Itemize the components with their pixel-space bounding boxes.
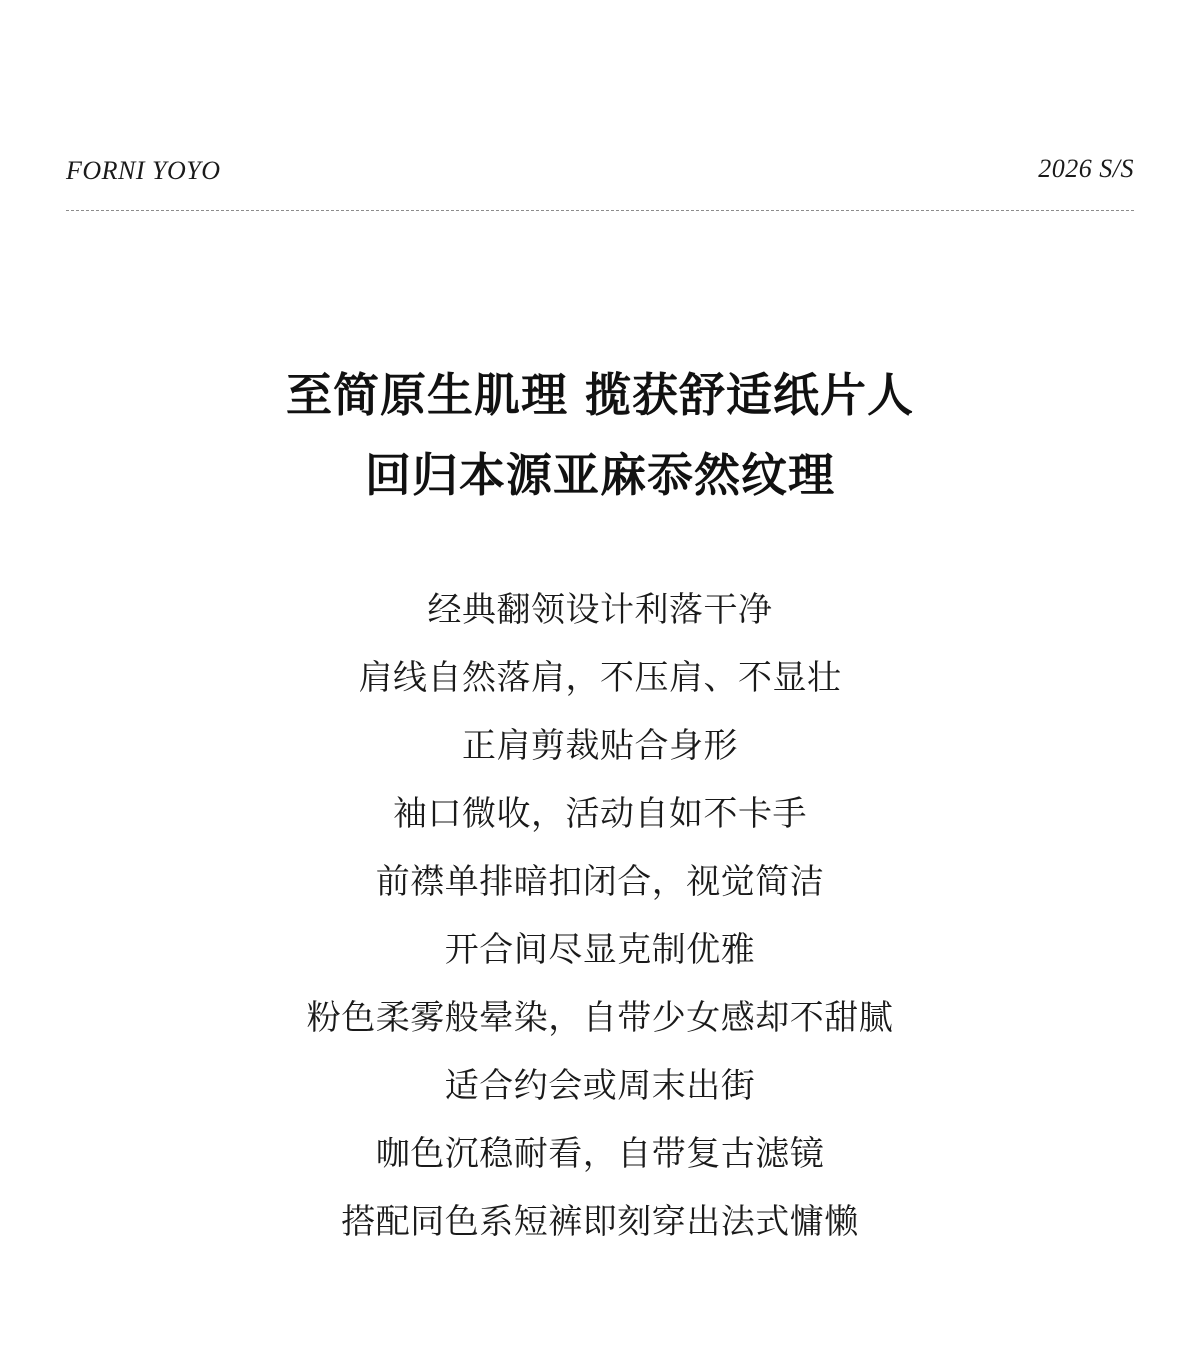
description-line: 咖色沉稳耐看，自带复古滤镜: [375, 1134, 825, 1174]
season-label: 2026 S/S: [1038, 154, 1134, 183]
description-line: 粉色柔雾般晕染，自带少女感却不甜腻: [306, 998, 894, 1038]
description-line: 正肩剪裁贴合身形: [462, 726, 738, 766]
description-text: [0, 576, 1200, 1256]
description-line: 开合间尽显克制优雅: [444, 930, 756, 970]
brand-name: FORNI YOYO: [66, 156, 221, 185]
description-line: 经典翻领设计利落干净: [427, 590, 773, 630]
page-header: [66, 150, 1134, 190]
headline: [0, 355, 1200, 515]
headline-line-1: 至简原生肌理 揽获舒适纸片人: [285, 368, 914, 422]
description-line: 前襟单排暗扣闭合，视觉简洁: [375, 862, 825, 902]
description-line: 袖口微收，活动自如不卡手: [393, 794, 807, 834]
dashed-divider: [66, 210, 1134, 211]
headline-line-2: 回归本源亚麻忝然纹理: [365, 448, 835, 502]
description-line: 肩线自然落肩，不压肩、不显壮: [358, 658, 842, 698]
description-line: 搭配同色系短裤即刻穿出法式慵懒: [341, 1202, 859, 1242]
description-line: 适合约会或周末出街: [444, 1066, 756, 1106]
